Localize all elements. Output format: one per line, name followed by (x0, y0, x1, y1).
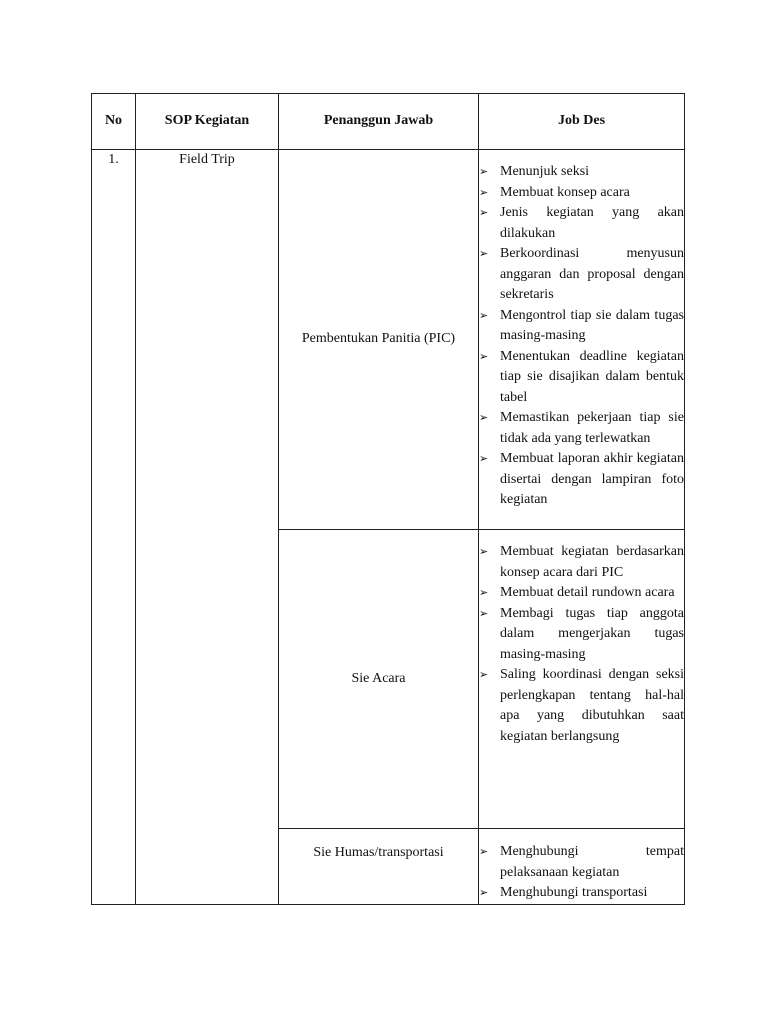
header-sop-kegiatan: SOP Kegiatan (136, 94, 279, 150)
arrow-bullet-icon: ➢ (479, 350, 489, 363)
arrow-bullet-icon: ➢ (479, 412, 489, 424)
table-header-row (92, 94, 685, 150)
list-item (479, 183, 684, 204)
penanggung-jawab-cell: Sie Acara (279, 530, 479, 829)
list-item (479, 604, 684, 666)
penanggung-jawab-cell: Pembentukan Panitia (PIC) (279, 150, 479, 530)
sop-table (91, 93, 685, 905)
job-des-cell (479, 150, 685, 530)
list-item (479, 842, 684, 883)
list-item (479, 347, 684, 409)
job-item-text: Mengontrol tiap sie dalam tugas masing-masing (500, 307, 684, 343)
list-item (479, 583, 684, 604)
job-item-text: Berkoordinasi menyusun anggaran dan proposal dengan sekretaris (500, 246, 684, 302)
arrow-bullet-icon: ➢ (479, 607, 489, 620)
list-item (479, 408, 684, 449)
arrow-bullet-icon: ➢ (479, 546, 489, 558)
job-list (479, 542, 684, 747)
job-item-text: Menghubungi tempat pelaksanaan kegiatan (500, 844, 684, 880)
job-item-text: Membuat konsep acara (500, 184, 630, 200)
list-item (479, 883, 684, 904)
list-item (479, 665, 684, 747)
job-list (479, 842, 684, 904)
list-item (479, 162, 684, 183)
list-item (479, 203, 684, 244)
row-number: 1. (92, 150, 136, 905)
list-item (479, 306, 684, 347)
job-item-text: Membuat kegiatan berdasarkan konsep acara dari PIC (500, 544, 684, 580)
job-list (479, 162, 684, 511)
job-item-text: Membuat detail rundown acara (500, 585, 675, 600)
arrow-bullet-icon: ➢ (479, 207, 489, 219)
arrow-bullet-icon: ➢ (479, 887, 489, 899)
job-item-text: Membagi tugas tiap anggota dalam mengerjakan tugas masing-masing (500, 605, 684, 662)
job-item-text: Saling koordinasi dengan seksi perlengkapan tentang hal-hal apa yang dibutuhkan saat kegiatan berlangsung (500, 667, 684, 744)
penanggung-jawab-cell: Sie Humas/transportasi (279, 829, 479, 905)
job-des-cell (479, 829, 685, 905)
arrow-bullet-icon: ➢ (479, 587, 489, 599)
table-row (92, 150, 685, 530)
arrow-bullet-icon: ➢ (479, 248, 489, 260)
job-item-text: Memastikan pekerjaan tiap sie tidak ada yang terlewatkan (500, 410, 684, 446)
job-item-text: Jenis kegiatan yang akan dilakukan (500, 205, 684, 241)
arrow-bullet-icon: ➢ (479, 453, 489, 465)
arrow-bullet-icon: ➢ (479, 846, 489, 858)
job-item-text: Menentukan deadline kegiatan tiap sie disajikan dalam bentuk tabel (500, 348, 684, 405)
header-no: No (92, 94, 136, 150)
job-des-cell (479, 530, 685, 829)
arrow-bullet-icon: ➢ (479, 166, 489, 178)
list-item (479, 449, 684, 511)
list-item (479, 244, 684, 306)
job-item-text: Menghubungi transportasi (500, 885, 648, 900)
header-job-des: Job Des (479, 94, 685, 150)
sop-kegiatan-cell: Field Trip (136, 150, 279, 905)
job-item-text: Menunjuk seksi (500, 164, 590, 179)
arrow-bullet-icon: ➢ (479, 669, 489, 681)
arrow-bullet-icon: ➢ (479, 309, 489, 322)
header-penanggung-jawab: Penanggun Jawab (279, 94, 479, 150)
job-item-text: Membuat laporan akhir kegiatan disertai dengan lampiran foto kegiatan (500, 451, 684, 507)
arrow-bullet-icon: ➢ (479, 186, 489, 199)
list-item (479, 542, 684, 583)
